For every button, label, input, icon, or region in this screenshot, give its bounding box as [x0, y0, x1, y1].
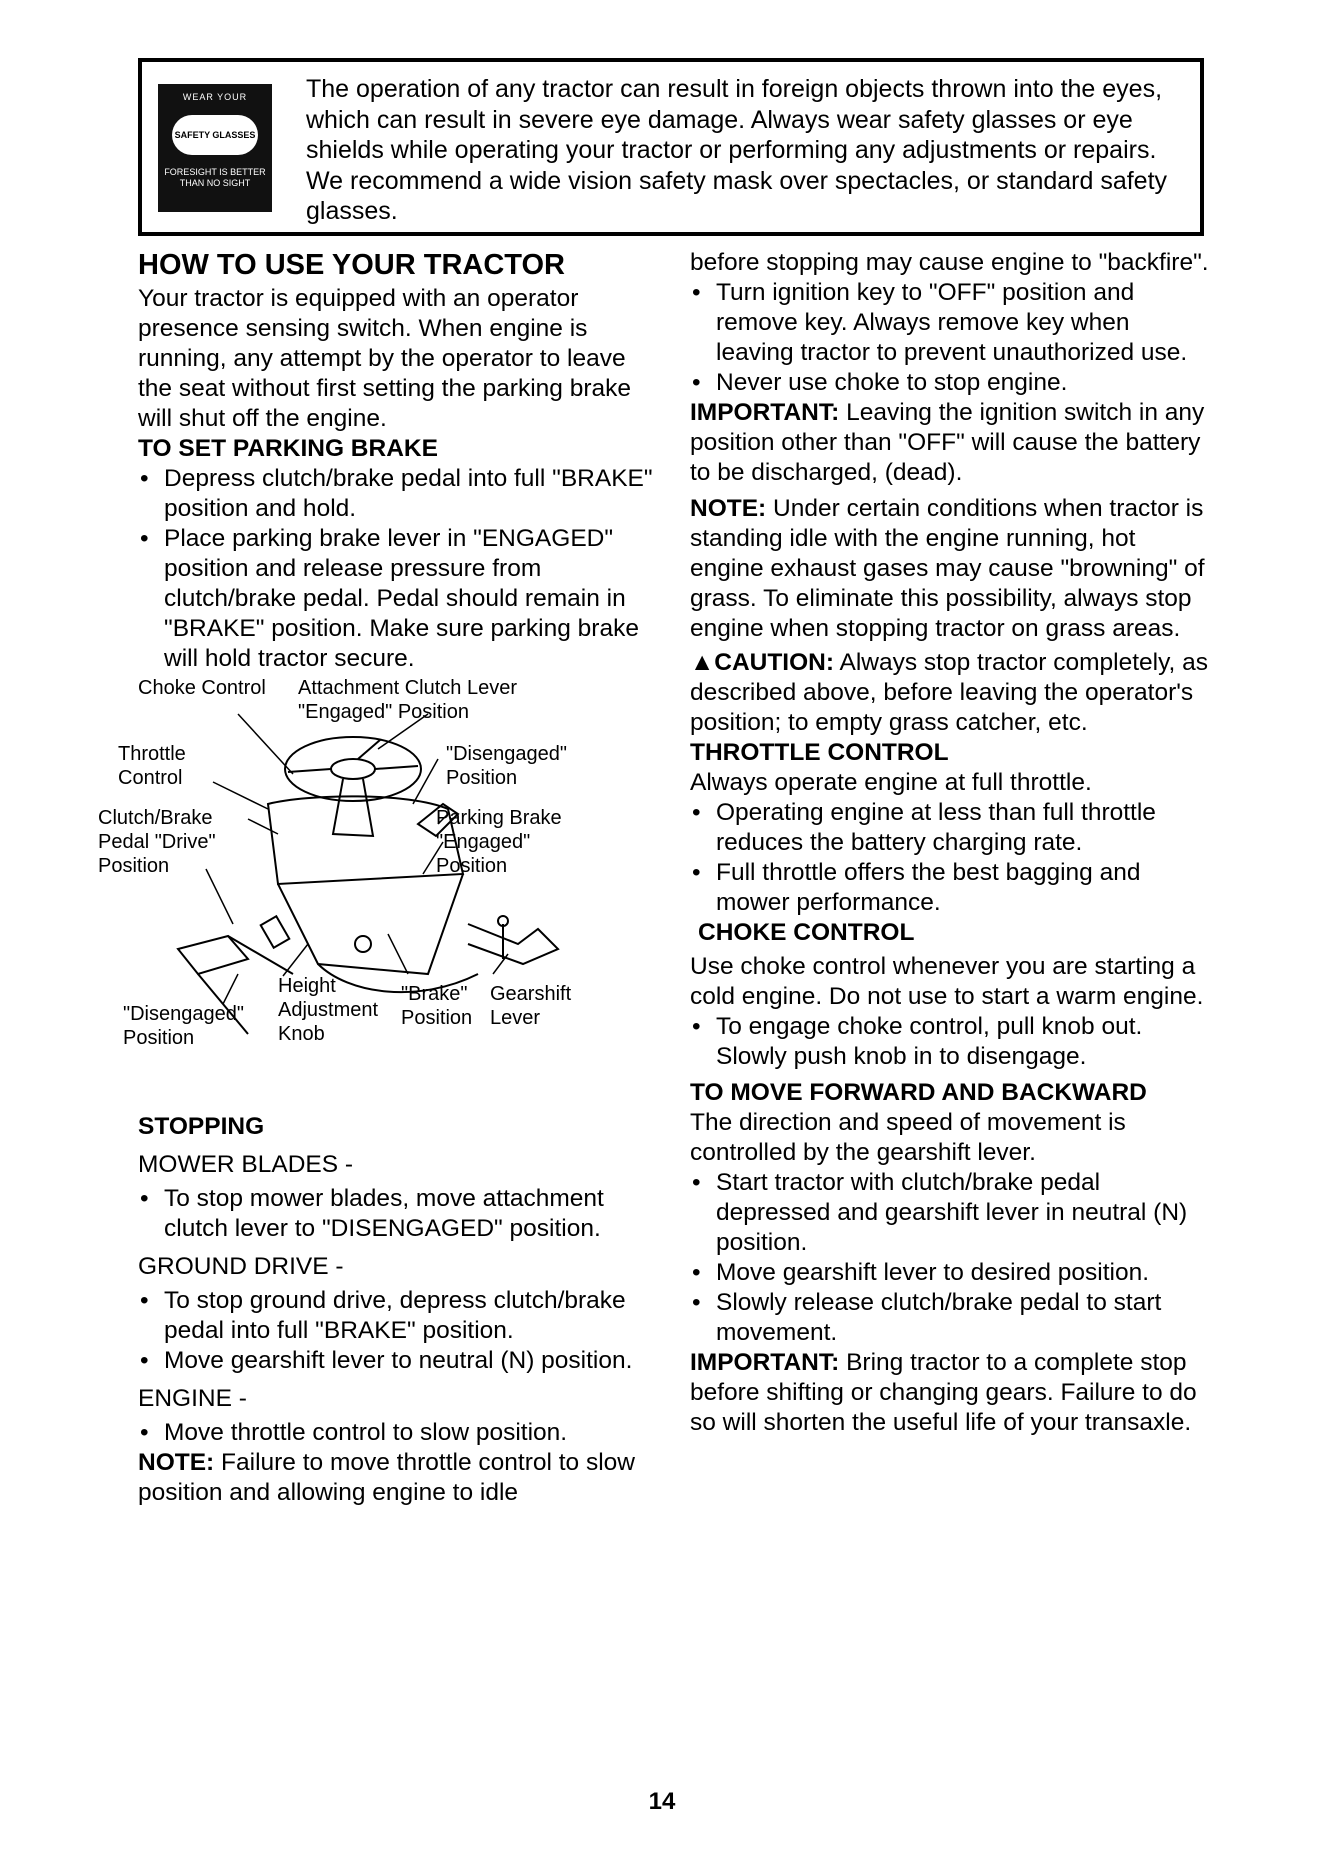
label-height-3: Knob — [278, 1023, 325, 1045]
engine-heading: ENGINE - — [138, 1385, 247, 1412]
label-throttle-2: Control — [118, 767, 183, 789]
label-choke-control: Choke Control — [138, 677, 266, 699]
note-label-left: NOTE: — [138, 1449, 215, 1476]
label-throttle-1: Throttle — [118, 743, 186, 765]
intro-paragraph: Your tractor is equipped with an operator presence sensing switch. When engine is running, any attempt by the operator to leave the seat without first setting the parking brake will shut off the engine. — [138, 285, 631, 432]
left-column — [98, 248, 658, 1508]
logo-line-1: WEAR YOUR — [182, 92, 248, 102]
label-attachment-clutch-2: "Engaged" Position — [298, 701, 469, 723]
throttle-bullet-2: • Full throttle offers the best bagging and mower performance. — [690, 858, 1210, 918]
move-bullet-1: • Start tractor with clutch/brake pedal depressed and gearshift lever in neutral (N) position. — [690, 1168, 1210, 1258]
label-clutch-brake-2: Pedal "Drive" — [98, 831, 216, 853]
note-text-right: Under certain conditions when tractor is standing idle with the engine running, hot engine exhaust gases may cause "browning" of grass. To eliminate this possibility, always stop engine when stopping tractor on grass areas. — [690, 495, 1205, 642]
tractor-controls-diagram — [98, 674, 658, 1104]
throttle-control-heading: THROTTLE CONTROL — [690, 739, 949, 766]
important-paragraph — [690, 398, 1210, 488]
note-paragraph-left — [138, 1448, 658, 1508]
move-heading: TO MOVE FORWARD AND BACKWARD — [690, 1079, 1147, 1106]
throttle-paragraph: Always operate engine at full throttle. — [690, 769, 1092, 796]
label-attachment-clutch-1: Attachment Clutch Lever — [298, 677, 517, 699]
section-heading-how-to-use: HOW TO USE YOUR TRACTOR — [138, 249, 565, 281]
logo-line-2: SAFETY GLASSES — [172, 115, 258, 155]
warning-text: The operation of any tractor can result in foreign objects thrown into the eyes, which can result in severe eye damage. Always wear safety glasses or eye shields while operating your tractor or performing any adjustments or repairs. We recommend a wide vision safety mask over spectacles, or standard safety glasses. — [306, 75, 1168, 225]
ignition-bullet: • Turn ignition key to "OFF" position and remove key. Always remove key when leaving tractor to prevent unauthorized use. — [690, 278, 1210, 368]
important2-paragraph — [690, 1348, 1210, 1438]
label-gearshift-2: Lever — [490, 1007, 541, 1029]
label-parking-brake-2: "Engaged" — [436, 831, 531, 853]
caution-label: ▲CAUTION: — [690, 649, 835, 676]
mower-bullet-1: • To stop mower blades, move attachment clutch lever to "DISENGAGED" position. — [138, 1184, 658, 1244]
label-brake-2: Position — [401, 1007, 473, 1029]
parking-brake-heading: TO SET PARKING BRAKE — [138, 435, 438, 462]
move-paragraph: The direction and speed of movement is controlled by the gearshift lever. — [690, 1109, 1126, 1166]
label-disengaged-pedal-1: "Disengaged" — [123, 1003, 244, 1025]
important2-text: Bring tractor to a complete stop before shifting or changing gears. Failure to do so will shorten the useful life of your transaxle. — [690, 1349, 1197, 1436]
engine-bullet-1: • Move throttle control to slow position. — [138, 1418, 658, 1448]
important-text: Leaving the ignition switch in any position other than "OFF" will cause the battery to be discharged, (dead). — [690, 399, 1205, 486]
label-height-2: Adjustment — [278, 999, 379, 1021]
parking-bullet-1: • Depress clutch/brake pedal into full "BRAKE" position and hold. — [138, 464, 658, 524]
note-paragraph-right — [690, 494, 1210, 644]
label-disengaged-pedal-2: Position — [123, 1027, 195, 1049]
right-column — [690, 248, 1210, 1438]
move-bullet-2: • Move gearshift lever to desired position. — [690, 1258, 1210, 1288]
move-bullet-3: • Slowly release clutch/brake pedal to start movement. — [690, 1288, 1210, 1348]
choke-stop-bullet: • Never use choke to stop engine. — [690, 368, 1210, 398]
choke-control-heading: CHOKE CONTROL — [698, 919, 915, 946]
safety-glasses-logo — [158, 84, 272, 212]
continued-paragraph: before stopping may cause engine to "backfire". — [690, 249, 1209, 276]
note-label-right: NOTE: — [690, 495, 767, 522]
note-text-left: Failure to move throttle control to slow position and allowing engine to idle — [138, 1449, 635, 1506]
label-disengaged-1: "Disengaged" — [446, 743, 567, 765]
label-gearshift-1: Gearshift — [490, 983, 572, 1005]
important-label: IMPORTANT: — [690, 399, 840, 426]
caution-paragraph — [690, 648, 1210, 738]
logo-line-3: FORESIGHT IS BETTER THAN NO SIGHT — [164, 167, 266, 188]
label-disengaged-2: Position — [446, 767, 518, 789]
parking-bullet-2: • Place parking brake lever in "ENGAGED" position and release pressure from clutch/brake pedal. Pedal should remain in "BRAKE" position. Make sure parking brake will hold tractor secure. — [138, 524, 658, 674]
ground-bullet-1: • To stop ground drive, depress clutch/brake pedal into full "BRAKE" position. — [138, 1286, 658, 1346]
tractor-controls-illustration — [118, 674, 658, 1104]
important2-label: IMPORTANT: — [690, 1349, 840, 1376]
label-parking-brake-3: Position — [436, 855, 508, 877]
choke-paragraph: Use choke control whenever you are starting a cold engine. Do not use to start a warm engine. — [690, 953, 1204, 1010]
caution-text: Always stop tractor completely, as described above, before leaving the operator's position; to empty grass catcher, etc. — [690, 649, 1209, 736]
ground-bullet-2: • Move gearshift lever to neutral (N) position. — [138, 1346, 658, 1376]
ground-drive-heading: GROUND DRIVE - — [138, 1253, 344, 1280]
page-number: 14 — [648, 1788, 676, 1815]
label-brake-1: "Brake" — [401, 983, 468, 1005]
label-clutch-brake-3: Position — [98, 855, 170, 877]
throttle-bullet-1: • Operating engine at less than full throttle reduces the battery charging rate. — [690, 798, 1210, 858]
stopping-heading: STOPPING — [138, 1113, 265, 1140]
label-height-1: Height — [278, 975, 336, 997]
label-clutch-brake-1: Clutch/Brake — [98, 807, 213, 829]
choke-bullet-1: • To engage choke control, pull knob out. Slowly push knob in to disengage. — [690, 1012, 1210, 1072]
safety-warning-box — [138, 58, 1204, 236]
mower-blades-heading: MOWER BLADES - — [138, 1151, 354, 1178]
label-parking-brake-1: Parking Brake — [436, 807, 562, 829]
